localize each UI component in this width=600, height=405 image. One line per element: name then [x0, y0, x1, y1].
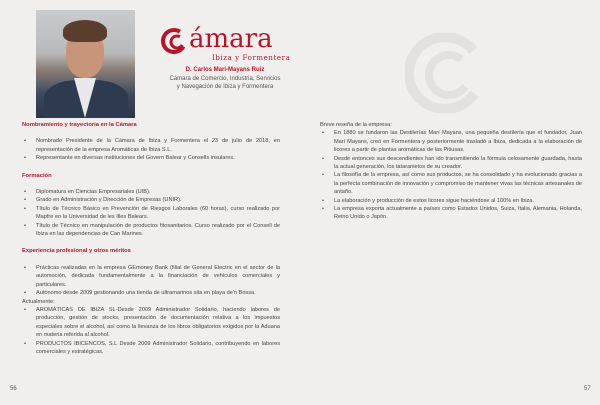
- section-formacion: [22, 172, 280, 239]
- list-item: • La elaboración y producción de estos licores sigue haciéndose al 100% en Ibiza.: [320, 197, 582, 205]
- section-heading: Nombramiento y trayectoria en la Cámara: [22, 122, 137, 128]
- list-item: • Diplomatura en Ciencias Empresariales (UIB).: [22, 188, 280, 196]
- list-item: • PRODUCTOS IBICENCOS, S.L Desde 2009 Administrador Solidario, contribuyendo en labores comerciales y estratégicas.: [22, 340, 280, 357]
- logo-word: ámara: [189, 24, 273, 54]
- page-number: 56: [10, 386, 17, 392]
- list-item: • Grado en Administración y Dirección de Empresas (UNIR).: [22, 196, 280, 204]
- section-nombramiento: [22, 121, 280, 163]
- list-item: • Título de Técnico Básico en Prevención de Riesgos Laborales (60 horas), curso realizado por Mapfre en la Universidad de les Illes Balears.: [22, 205, 280, 222]
- right-page: [300, 0, 600, 405]
- list-item: • AROMÁTICAS DE IBIZA SL-Desde 2009 Administrador Solidario, haciendo labores de producción, gestión de stocks, presentación de documentación relativa a los impuestos especiales sobre el alcohol, así como la llevanza de los libros obligatorios exigidos por la Aduana en materia referida al alcohol.: [22, 306, 280, 340]
- list-item: • La empresa exporta actualmente a países como Estados Unidos, Suiza, Italia, Alemania, Holanda, Reino Unido o Japón.: [320, 205, 582, 222]
- section-experiencia: [22, 247, 280, 356]
- portrait-photo: [36, 10, 135, 118]
- section-heading: Formación: [22, 172, 52, 179]
- logo-subtitle: Ibiza y Formentera: [212, 54, 291, 62]
- page-number: 57: [584, 386, 591, 392]
- list-item: • Prácticas realizadas en la empresa GEmoney Bank (filial de General Electric en el sector de la automoción, dedicada fundamentalmente a la financiación de vehículos comerciales y particulares.: [22, 264, 280, 289]
- left-column: [22, 121, 280, 365]
- list-item: • Nombrado Presidente de la Cámara de Ibiza y Formentera el 23 de julio de 2018, en representación de la empresa Aromáticas de Ibiza S.L.: [22, 137, 280, 154]
- section-heading: Experiencia profesional y otros méritos: [22, 248, 131, 255]
- list-item: • En 1880 se fundaron las Destilerías Marí Mayans, una pequeña destilería que el fundador, Juan Marí Mayans, creó en Formentera y posteriormente trasladó a Ibiza, dedicada a la elaboración de licores a partir de plantas aromáticas de las Pitiusas.: [320, 129, 582, 154]
- list-item: • Desde entonces sus descendientes han ido transmitiendo la fórmula celosamente guardada, hasta la actual generación, los tataranietos de su creador.: [320, 155, 582, 172]
- list-item: • La filosofía de la empresa, así como sus productos, se ha consolidado y ha evolucionado gracias a la perfecta combinación de innovación y compromiso de mantener vivas las técnicas artesanales de antaño.: [320, 171, 582, 196]
- company-summary: [320, 121, 582, 222]
- list-item: • Autónomo desde 2009 gestionando una tienda de ultramarinos sita en playa de'n Bossa.: [22, 289, 280, 297]
- org-line: Cámara de Comercio, Industria, Servicios: [169, 75, 281, 82]
- person-caption: [140, 66, 310, 92]
- summary-intro: Breve reseña de la empresa:: [320, 122, 392, 128]
- actualmente-label: Actualmente:: [22, 298, 55, 305]
- camara-c-mark-icon: [160, 26, 188, 54]
- list-item: • Representante en diversas instituciones del Govern Balear y Consells insulares.: [22, 154, 280, 162]
- person-name: D. Carlos Marí-Mayans Ruiz: [185, 67, 265, 73]
- camara-logo: [160, 22, 295, 64]
- list-item: • Título de Técnico en manipulación de productos fitosanitarios. Curso realizado por el Consell de Ibiza en las dependencias de Can Marines.: [22, 222, 280, 239]
- org-line: y Navegación de Ibiza y Formentera: [176, 84, 274, 90]
